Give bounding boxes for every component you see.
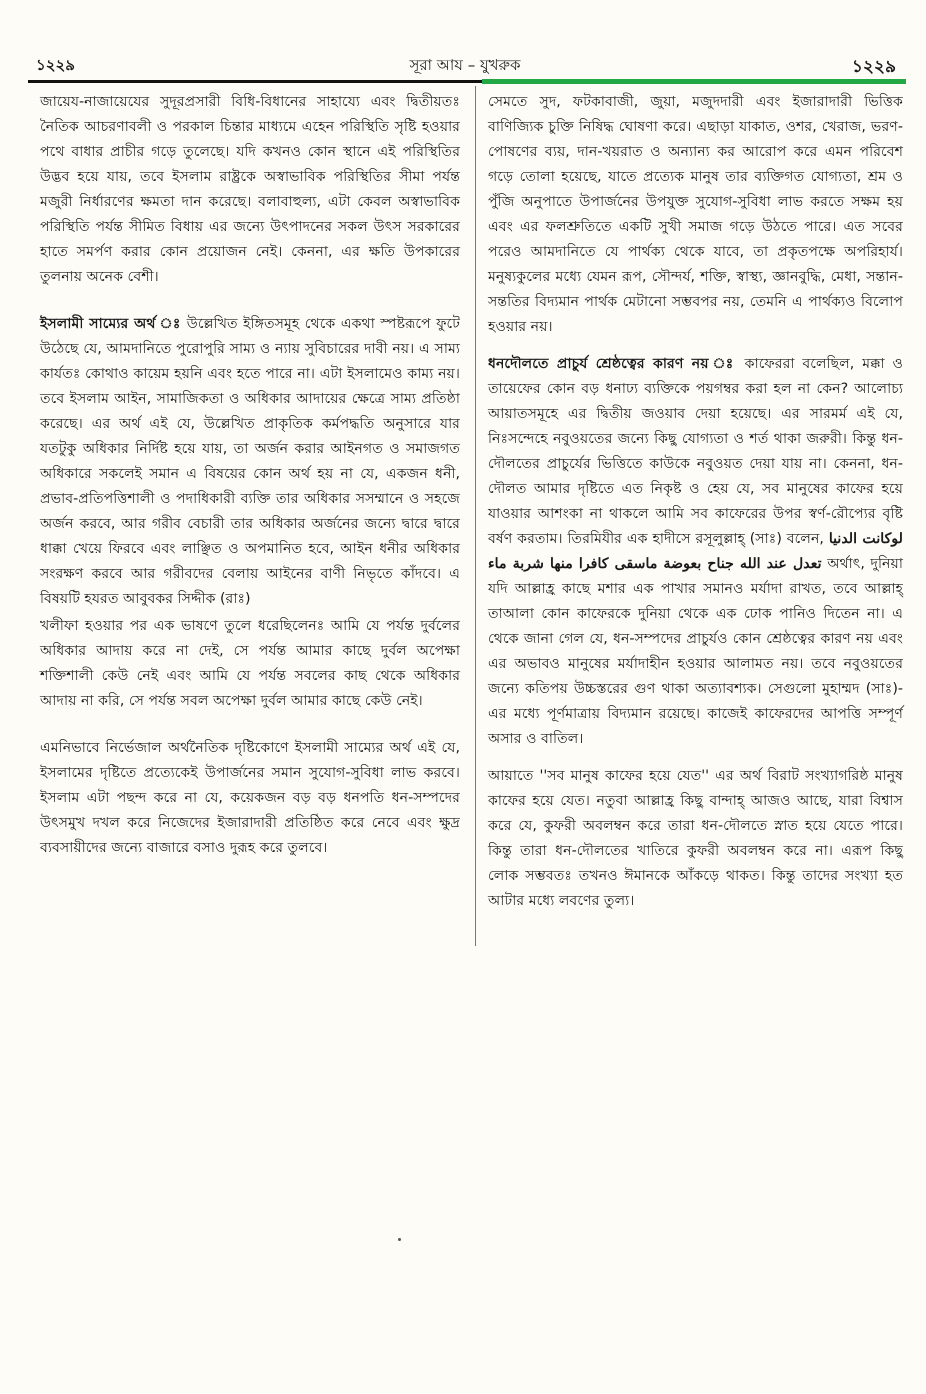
right-paragraph-1: সেমতে সুদ, ফটকাবাজী, জুয়া, মজুদদারী এবং ইজারাদারী ভিত্তিক বাণিজ্যিক চুক্তি নিষিদ্ধ ঘোষণা করে। এছাড়া যাকাত, ওশর, খেরাজ, ভরণ-পোষণের ব্যয়, দান-খয়রাত ও অন্যান্য কর আরোপ করে এমন পরিবেশ গড়ে তোলা হয়েছে, যাতে প্রত্যেক মানুষ তার ব্যক্তিগত যোগ্যতা, শ্রম ও পুঁজি অনুপাতে উপার্জনের উপযুক্ত সুযোগ-সুবিধা লাভ করতে সক্ষম হয় এবং এর ফলশ্রুতিতে একটি সুখী সমাজ গড়ে উঠতে পারে। এত সবের পরেও আমদানিতে যে পার্থক্য থেকে যাবে, তা প্রকৃতপক্ষে অপরিহার্য। মনুষ্যকুলের মধ্যে যেমন রূপ, সৌন্দর্য, শক্তি, স্বাস্থ্য, জ্ঞানবুদ্ধি, মেধা, সন্তান-সন্ততির বিদ্যমান পার্থক মেটানো সম্ভবপর নয়, তেমনি এ পার্থক্যও বিলোপ হওয়ার নয়। <box>488 94 903 335</box>
page-header <box>30 52 900 82</box>
left-paragraph-2 <box>40 312 460 612</box>
header-rule-black <box>28 80 482 83</box>
header-rule-green <box>482 79 906 84</box>
right-paragraph-3: আয়াতে ''সব মানুষ কাফের হয়ে যেত'' এর অর্থ বিরাট সংখ্যাগরিষ্ঠ মানুষ কাফের হয়ে যেত। নতুবা আল্লাহ্র কিছু বান্দাহ্ আজও আছে, যারা বিশ্বাস করে যে, কুফরী অবলম্বন করে তারা ধন-দৌলতে স্নাত হয়ে যেতে পারে। কিন্তু তারা ধন-দৌলতের খাতিরে কুফরী অবলম্বন করে না। এরূপ কিছু লোক সম্ভবতঃ তখনও ঈমানকে আঁকড়ে থাকত। কিন্তু তাদের সংখ্যা হত আটার মধ্যে লবণের তুল্য। <box>488 768 903 909</box>
right-paragraph-2 <box>488 352 903 752</box>
right-paragraph-2-body-a: কাফেররা বলেছিল, মক্কা ও তায়েফের কোন বড় ধনাঢ্য ব্যক্তিকে পয়গম্বর করা হল না কেন? আলোচ্য আয়াতসমূহে এর দ্বিতীয় জওয়াব দেয়া হয়েছে। এর সারমর্ম এই যে, নিঃসন্দেহে নবুওয়তের জন্যে কিছু যোগ্যতা ও শর্ত থাকা জরুরী। কিন্তু ধন-দৌলতের প্রাচুর্যের ভিত্তিতে কাউকে নবুওয়ত দেয়া যায় না। কেননা, ধন-দৌলত আমার দৃষ্টিতে এত নিকৃষ্ট ও হেয় যে, সব মানুষের কাফের হয়ে যাওয়ার আশংকা না থাকলে আমি সব কাফেরের উপর স্বর্ণ-রৌপ্যের বৃষ্টি বর্ষণ করতাম। তিরমিযীর এক হাদীসে রসূলুল্লাহ্ (সাঃ) বলেন, <box>488 356 904 547</box>
page-number-right: ১২২৯ <box>851 57 896 77</box>
arabic-hadith-quote: لوكانت الدنيا تعدل عند الله جناح بعوضة ماسقى كافرا منها شربة ماء <box>488 531 903 572</box>
left-column <box>40 90 460 861</box>
left-paragraph-2-body: উল্লেখিত ইঙ্গিতসমূহ থেকে একথা স্পষ্টরূপে ফুটে উঠেছে যে, আমদানিতে পুরোপুরি সাম্য ও ন্যায় সুবিচারের দাবী নয়। এ সাম্য কার্যতঃ কোথাও কায়েম হয়নি এবং হতে পারে না। এটা ইসলামেও কাম্য নয়। তবে ইসলাম আইন, সামাজিকতা ও অধিকার আদায়ের ক্ষেত্রে সাম্য প্রতিষ্ঠা করেছে। এর অর্থ এই যে, উল্লেখিত প্রাকৃতিক কর্মপদ্ধতি অনুসারে যার যতটুকু অধিকার নির্দিষ্ট হয়ে যায়, তা অর্জন করার আইনগত ও সমাজগত অধিকারে সকলেই সমান এ বিষয়ের কোন অর্থ হয় না যে, একজন ধনী, প্রভাব-প্রতিপত্তিশালী ও পদাধিকারী ব্যক্তি তার অধিকার সসম্মানে ও সহজে অর্জন করবে, আর গরীব বেচারী তার অধিকার অর্জনের জন্যে দ্বারে দ্বারে ধাক্কা খেয়ে ফিরবে এবং লাঞ্ছিত ও অপমানিত হবে, আইন ধনীর অধিকার সংরক্ষণ করবে আর গরীবদের বেলায় আইনের বাণী নিভৃতে কাঁদবে। এ বিষয়টি হযরত আবুবকর সিদ্দীক (রাঃ) <box>40 316 460 607</box>
column-divider <box>475 86 476 946</box>
subheading-islamic-equality: ইসলামী সাম্যের অর্থ ঃ <box>40 316 182 332</box>
right-column <box>488 90 903 914</box>
left-paragraph-3: খলীফা হওয়ার পর এক ভাষণে তুলে ধরেছিলেনঃ আমি যে পর্যন্ত দুর্বলের অধিকার আদায় করে না দেই, সে পর্যন্ত আমার কাছে দুর্বল অপেক্ষা শক্তিশালী কেউ নেই এবং আমি যে পর্যন্ত সবলের কাছ থেকে অধিকার আদায় না করি, সে পর্যন্ত সবল অপেক্ষা দুর্বল আমার কাছে কেউ নেই। <box>40 618 460 709</box>
subheading-wealth-not-superiority: ধনদৌলতে প্রাচুর্য শ্রেষ্ঠত্বের কারণ নয় ঃ <box>488 356 737 372</box>
footer-mark <box>398 1238 401 1241</box>
page-title: সূরা আয – যুখরুক <box>409 56 521 74</box>
right-paragraph-2-body-b: অর্থাৎ, দুনিয়া যদি আল্লাহ্র কাছে মশার এক পাখার সমানও মর্যাদা রাখত, তবে আল্লাহ্ তাআলা কোন কাফেরকে দুনিয়া থেকে এক ঢোক পানিও দিতেন না। এ থেকে জানা গেল যে, ধন-সম্পদের প্রাচুর্যও কোন শ্রেষ্ঠত্বের কারণ নয় এবং এর অভাবও মানুষের মর্যাদাহীন হওয়ার আলামত নয়। তবে নবুওয়তের জন্যে কতিপয় উচ্চস্তরের গুণ থাকা অত্যাবশ্যক। সেগুলো মুহাম্মদ (সাঃ)-এর মধ্যে পূর্ণমাত্রায় বিদ্যমান রয়েছে। কাজেই কাফেরদের আপত্তি সম্পূর্ণ অসার ও বাতিল। <box>488 556 903 747</box>
left-paragraph-4: এমনিভাবে নির্ভেজাল অর্থনৈতিক দৃষ্টিকোণে ইসলামী সাম্যের অর্থ এই যে, ইসলামের দৃষ্টিতে প্রত্যেকেই উপার্জনের সমান সুযোগ-সুবিধা লাভ করবে। ইসলাম এটা পছন্দ করে না যে, কয়েকজন বড় বড় ধনপতি ধন-সম্পদের উৎসমুখ দখল করে নিজেদের ইজারাদারী প্রতিষ্ঠিত করে নেবে এবং ক্ষুদ্র ব্যবসায়ীদের জন্যে বাজারে বসাও দুরূহ করে তুলবে। <box>40 740 460 856</box>
page-number-left: ১২২৯ <box>36 56 75 74</box>
left-paragraph-1: জায়েয-নাজায়েযের সুদূরপ্রসারী বিধি-বিধানের সাহায্যে এবং দ্বিতীয়তঃ নৈতিক আচরণাবলী ও পরকাল চিন্তার মাধ্যমে এহেন পরিস্থিতি সৃষ্টি হওয়ার পথে বাধার প্রাচীর গড়ে তুলেছে। যদি কখনও কোন স্থানে এই পরিস্থিতির উদ্ভব হয়ে যায়, তবে ইসলাম রাষ্ট্রকে অস্বাভাবিক পরিস্থিতির সীমা পর্যন্ত মজুরী নির্ধারণের ক্ষমতা দান করেছে। বলাবাহুল্য, এটা কেবল অস্বাভাবিক পরিস্থিতি পর্যন্ত সীমিত বিধায় এর জন্যে উৎপাদনের সকল উৎস সরকারের হাতে সমর্পণ করার কোন প্রয়োজন নেই। কেননা, এর ক্ষতি উপকারের তুলনায় অনেক বেশী। <box>40 94 460 285</box>
